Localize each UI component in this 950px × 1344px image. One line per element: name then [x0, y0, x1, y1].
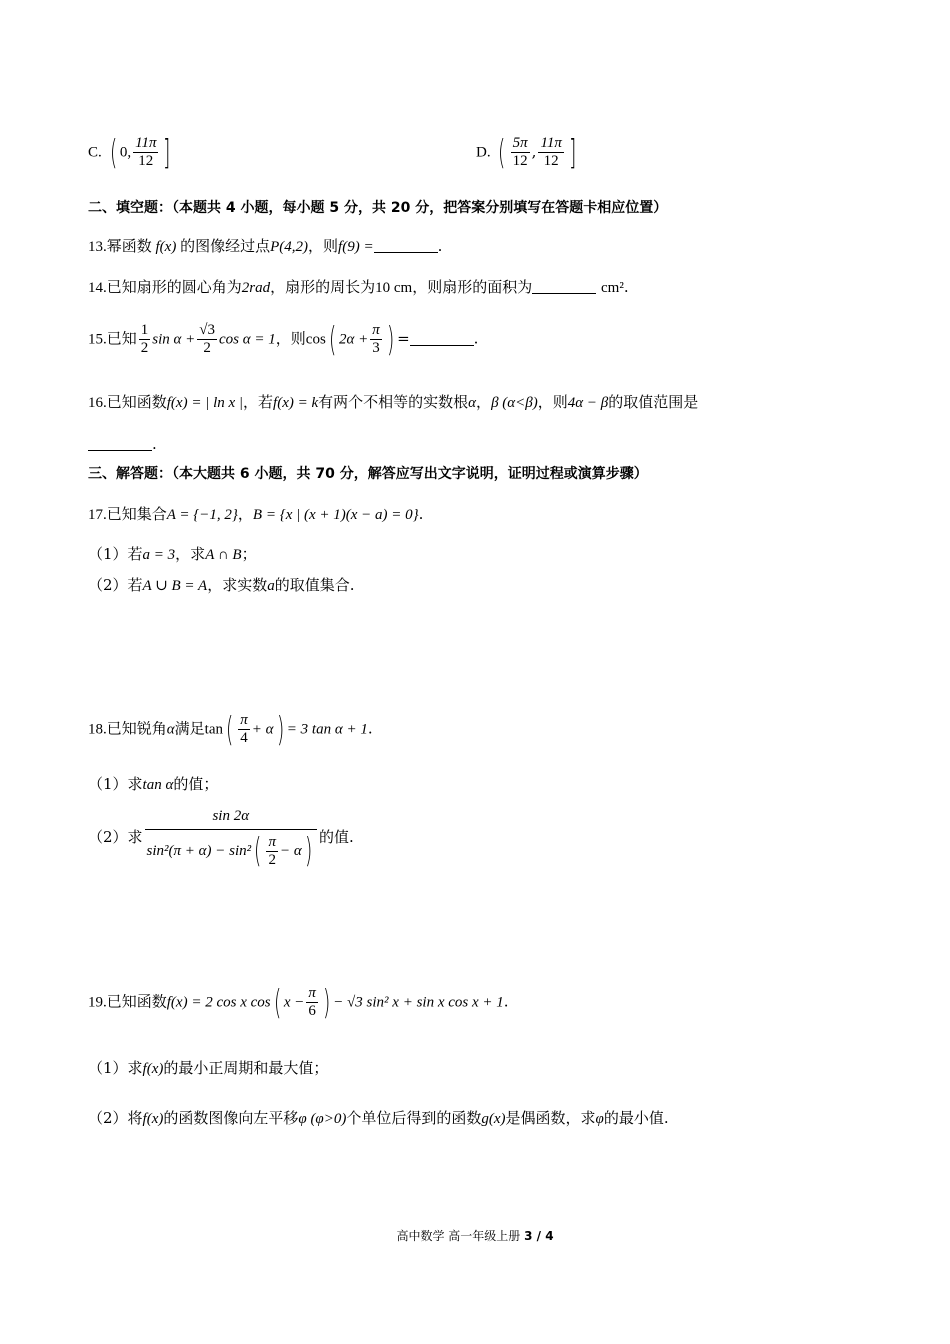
- q19-part-2: [88, 1108, 669, 1129]
- q15-sin: sin α +: [152, 331, 196, 348]
- q16-fk: f(x) = k: [273, 395, 319, 411]
- q16-beta: β (α<β): [491, 395, 538, 411]
- q15-cos-fn: cos: [305, 331, 326, 348]
- q17-set-a: A = {−1, 2}: [166, 507, 238, 523]
- q19-text-1: 已知函数: [106, 992, 167, 1011]
- q19-expr1: f(x) = 2 cos x cos: [166, 994, 271, 1011]
- q14-angle: 2rad: [241, 280, 271, 296]
- q19-p2d: 个单位后得到的函数: [346, 1109, 482, 1127]
- q16-text-3: 有两个不相等的实数根: [318, 393, 469, 411]
- q15-frac-den: 2: [140, 340, 149, 356]
- q18-p2-pi: π: [268, 833, 276, 850]
- section-3-heading: 三、解答题：（本大题共 6 小题，共 70 分，解答应写出文字说明，证明过程或演算步骤）: [88, 466, 648, 482]
- question-18: 18.已知锐角α满足tan( $\frac{\pi}{4}$ + α) = 3 tan α + 1.: [88, 709, 373, 750]
- q16-fx: f(x) = | ln x |: [166, 395, 244, 411]
- question-16: [88, 392, 698, 413]
- q17-end: .: [418, 505, 424, 523]
- q17-p1d: ；: [241, 545, 257, 563]
- q14-text-2: ，扇形的周长为: [270, 278, 376, 296]
- q16-text-2: ，若: [243, 393, 274, 411]
- option-c-label: C.: [88, 144, 102, 161]
- q17-p1a: a = 3: [142, 547, 176, 563]
- option-c-denominator: 12: [133, 152, 158, 170]
- q15-eq: =: [397, 329, 410, 348]
- answer-blank: [88, 436, 152, 451]
- q15-end: .: [473, 329, 479, 348]
- q15-inner: 2α +: [339, 331, 369, 348]
- q19-p1b: 的最小正周期和最大值；: [163, 1059, 329, 1077]
- option-d-label: D.: [476, 144, 491, 161]
- q18-p2: （2）求: [88, 828, 143, 846]
- q18-text-2: 满足: [174, 719, 205, 738]
- q18-number: 18.: [88, 721, 107, 738]
- q15-number: 15.: [88, 331, 107, 348]
- page-number: 3 / 4: [524, 1229, 554, 1243]
- q19-p1a: f(x): [142, 1061, 164, 1077]
- q17-number: 17.: [88, 507, 107, 523]
- q16-number: 16.: [88, 395, 107, 411]
- q17-p2c: a: [267, 578, 275, 594]
- q18-alpha: α: [166, 721, 175, 738]
- q18-p2-den2: − α: [279, 843, 302, 859]
- q18-p2-denominator: sin²(π + α) − sin²( $\frac{\pi}{2}$ − α): [145, 829, 317, 871]
- q18-p2-den1: sin²(π + α) − sin²: [146, 843, 252, 859]
- q19-p2e: g(x): [481, 1111, 506, 1127]
- q14-end: .: [623, 278, 629, 296]
- section-2-heading: 二、填空题：（本题共 4 小题，每小题 5 分，共 20 分，把答案分别填写在答题卡相应位置）: [88, 200, 668, 216]
- q13-end: .: [437, 237, 443, 255]
- answer-blank: [532, 279, 596, 294]
- q19-p2c: φ (φ>0): [298, 1111, 347, 1127]
- q18-p1b: 的值；: [173, 775, 219, 793]
- option-c: C. ( 0, $\frac{11\pi}{12}$ ]: [88, 132, 171, 173]
- q13-text-2: 的图像经过点: [180, 237, 271, 255]
- q15-text-2: ，则: [275, 329, 306, 348]
- q14-number: 14.: [88, 280, 107, 296]
- q17-part-2: [88, 575, 354, 596]
- q15-three: 3: [370, 339, 382, 357]
- q17-set-b: B = {x | (x + 1)(x − a) = 0}: [252, 507, 419, 523]
- q15-pi: π: [372, 322, 380, 338]
- q18-tan: tan: [204, 721, 223, 738]
- q19-p2a: f(x): [142, 1111, 164, 1127]
- q18-pi: π: [240, 712, 248, 728]
- page-footer: [0, 1227, 950, 1244]
- q17-p1b: ，求: [175, 545, 206, 563]
- q13-text-3: ，则: [308, 237, 339, 255]
- q14-unit: cm²: [601, 280, 624, 296]
- q16-answer-line: [88, 434, 157, 454]
- q15-frac-den-2: 2: [197, 339, 217, 357]
- q17-p2d: 的取值集合.: [274, 576, 355, 594]
- q13-point: P(4,2): [270, 239, 309, 255]
- q18-part-2: [88, 803, 354, 871]
- q13-text-1: 幂函数: [106, 237, 152, 255]
- q15-root: √3: [199, 322, 216, 338]
- q17-p2: （2）若: [88, 576, 143, 594]
- q19-expr2: − √3 sin² x + sin x cos x + 1: [333, 994, 504, 1011]
- question-19: 19.已知函数f(x) = 2 cos x cos( x − $\frac{\pi}{6}$ ) − √3 sin² x + sin x cos x + 1.: [88, 982, 509, 1023]
- option-d: D. ( $\frac{5\pi}{12}$ , $\frac{11\pi}{12}$ ]: [476, 132, 577, 173]
- q19-p1: （1）求: [88, 1059, 143, 1077]
- q19-pi: π: [308, 985, 316, 1001]
- q18-p1a: tan α: [142, 777, 174, 793]
- question-14: [88, 277, 629, 298]
- question-17: [88, 504, 423, 525]
- q19-p2b: 的函数图像向左平移: [163, 1109, 299, 1127]
- answer-blank: [410, 331, 474, 346]
- q19-p2h: 的最小值.: [603, 1109, 669, 1127]
- q18-plus: + α: [251, 721, 274, 738]
- question-13: 13.幂函数 f(x) 的图像经过点P(4,2)，则f(9) = .: [88, 237, 443, 255]
- option-c-zero: 0,: [119, 144, 132, 161]
- q19-p2f: 是偶函数，求: [505, 1109, 596, 1127]
- q19-end: .: [503, 992, 509, 1011]
- option-d-denominator-1: 12: [511, 152, 530, 170]
- q16-end: .: [152, 435, 157, 453]
- q15-text-1: 已知: [106, 329, 137, 348]
- q17-p2b: ，求实数: [207, 576, 268, 594]
- q17-part-1: [88, 544, 257, 565]
- q16-text-4: ，则: [537, 393, 568, 411]
- q18-p2-end: 的值.: [318, 828, 354, 846]
- q18-rhs: = 3 tan α + 1: [286, 721, 368, 738]
- q18-part-1: [88, 774, 218, 795]
- q16-sep: ，: [476, 393, 492, 411]
- option-d-numerator-2: 11π: [540, 135, 562, 151]
- q19-inner: x −: [283, 994, 305, 1011]
- q16-text-5: 的取值范围是: [608, 393, 699, 411]
- q15-cos: cos α = 1: [219, 331, 276, 348]
- question-15: 15.已知 $\frac{1}{2}$ sin α + $\frac{√3}{2}$ cos α = 1，则cos( 2α + $\frac{\pi}{3}$ ) = .: [88, 319, 479, 360]
- q16-text-1: 已知函数: [106, 393, 167, 411]
- q14-text-3: ，则扇形的面积为: [412, 278, 533, 296]
- footer-text: 高中数学 高一年级上册: [396, 1229, 521, 1243]
- q17-p2a: A ∪ B = A: [142, 578, 208, 594]
- q16-alpha: α: [468, 395, 477, 411]
- q15-frac-num: 1: [140, 322, 149, 338]
- option-d-denominator-2: 12: [538, 152, 563, 170]
- q17-p1c: A ∩ B: [205, 547, 242, 563]
- q17-sep: ，: [237, 505, 253, 523]
- q14-text-1: 已知扇形的圆心角为: [106, 278, 242, 296]
- q18-p2-numerator: sin 2α: [212, 808, 250, 824]
- q13-number: 13.: [88, 239, 107, 255]
- q19-p2: （2）将: [88, 1109, 143, 1127]
- q17-p1: （1）若: [88, 545, 143, 563]
- q18-p2-two: 2: [266, 851, 278, 869]
- q19-six: 6: [306, 1002, 318, 1020]
- q19-number: 19.: [88, 994, 107, 1011]
- answer-blank: [374, 238, 438, 253]
- q18-text-1: 已知锐角: [106, 719, 167, 738]
- option-c-numerator: 11π: [135, 135, 157, 151]
- q19-part-1: [88, 1058, 328, 1079]
- q13-expression: f(9) =: [338, 239, 374, 255]
- q18-end: .: [367, 719, 373, 738]
- q14-perimeter: 10 cm: [375, 280, 413, 296]
- q18-four: 4: [238, 729, 250, 747]
- q16-expr: 4α − β: [567, 395, 609, 411]
- q19-p2g: φ: [595, 1111, 604, 1127]
- q17-text-1: 已知集合: [106, 505, 167, 523]
- option-d-numerator-1: 5π: [512, 135, 528, 151]
- q18-p1: （1）求: [88, 775, 143, 793]
